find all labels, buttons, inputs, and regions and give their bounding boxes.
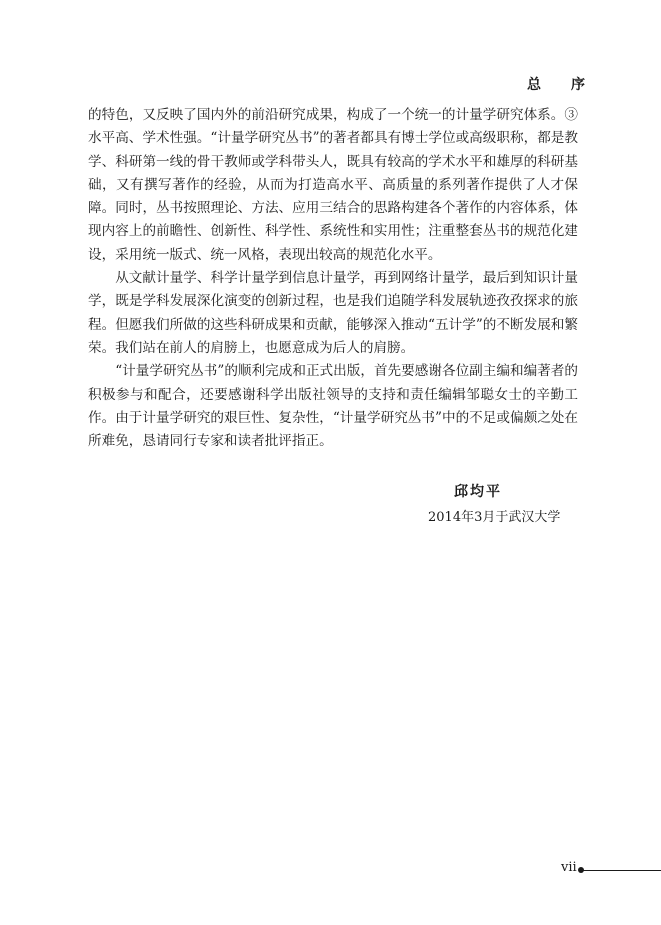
page-number: vii [561,860,577,875]
paragraph-2: 从文献计量学、科学计量学到信息计量学，再到网络计量学，最后到知识计量学，既是学科发展深化演变的创新过程，也是我们追随学科发展轨迹孜孜探求的旅程。但愿我们所做的这些科研成果和贡献，能够深入推动“五计学”的不断发展和繁荣。我们站在前人的肩膀上，也愿意成为后人的肩膀。 [88,270,578,356]
running-header: 总序 [527,77,615,93]
body-text [88,104,578,453]
signature-name: 邱均平 [454,484,502,500]
signature-date: 2014年3月于武汉大学 [428,510,561,525]
footer-rule [580,870,661,871]
paragraph-1: 的特色，又反映了国内外的前沿研究成果，构成了一个统一的计量学研究体系。③水平高、学术性强。“计量学研究丛书”的著者都具有博士学位或高级职称，都是教学、科研第一线的骨干教师或学科带头人，既具有较高的学术水平和雄厚的科研基础，又有撰写著作的经验，从而为打造高水平、高质量的系列著作提供了人才保障。同时，丛书按照理论、方法、应用三结合的思路构建各个著作的内容体系，体现内容上的前瞻性、创新性、科学性、系统性和实用性；注重整套丛书的规范化建设，采用统一版式、统一风格，表现出较高的规范化水平。 [88,107,578,263]
paragraph-3: “计量学研究丛书”的顺利完成和正式出版，首先要感谢各位副主编和编著者的积极参与和配合，还要感谢科学出版社领导的支持和责任编辑邹聪女士的辛勤工作。由于计量学研究的艰巨性、复杂性，“计量学研究丛书”中的不足或偏颇之处在所难免，恳请同行专家和读者批评指正。 [88,363,578,450]
